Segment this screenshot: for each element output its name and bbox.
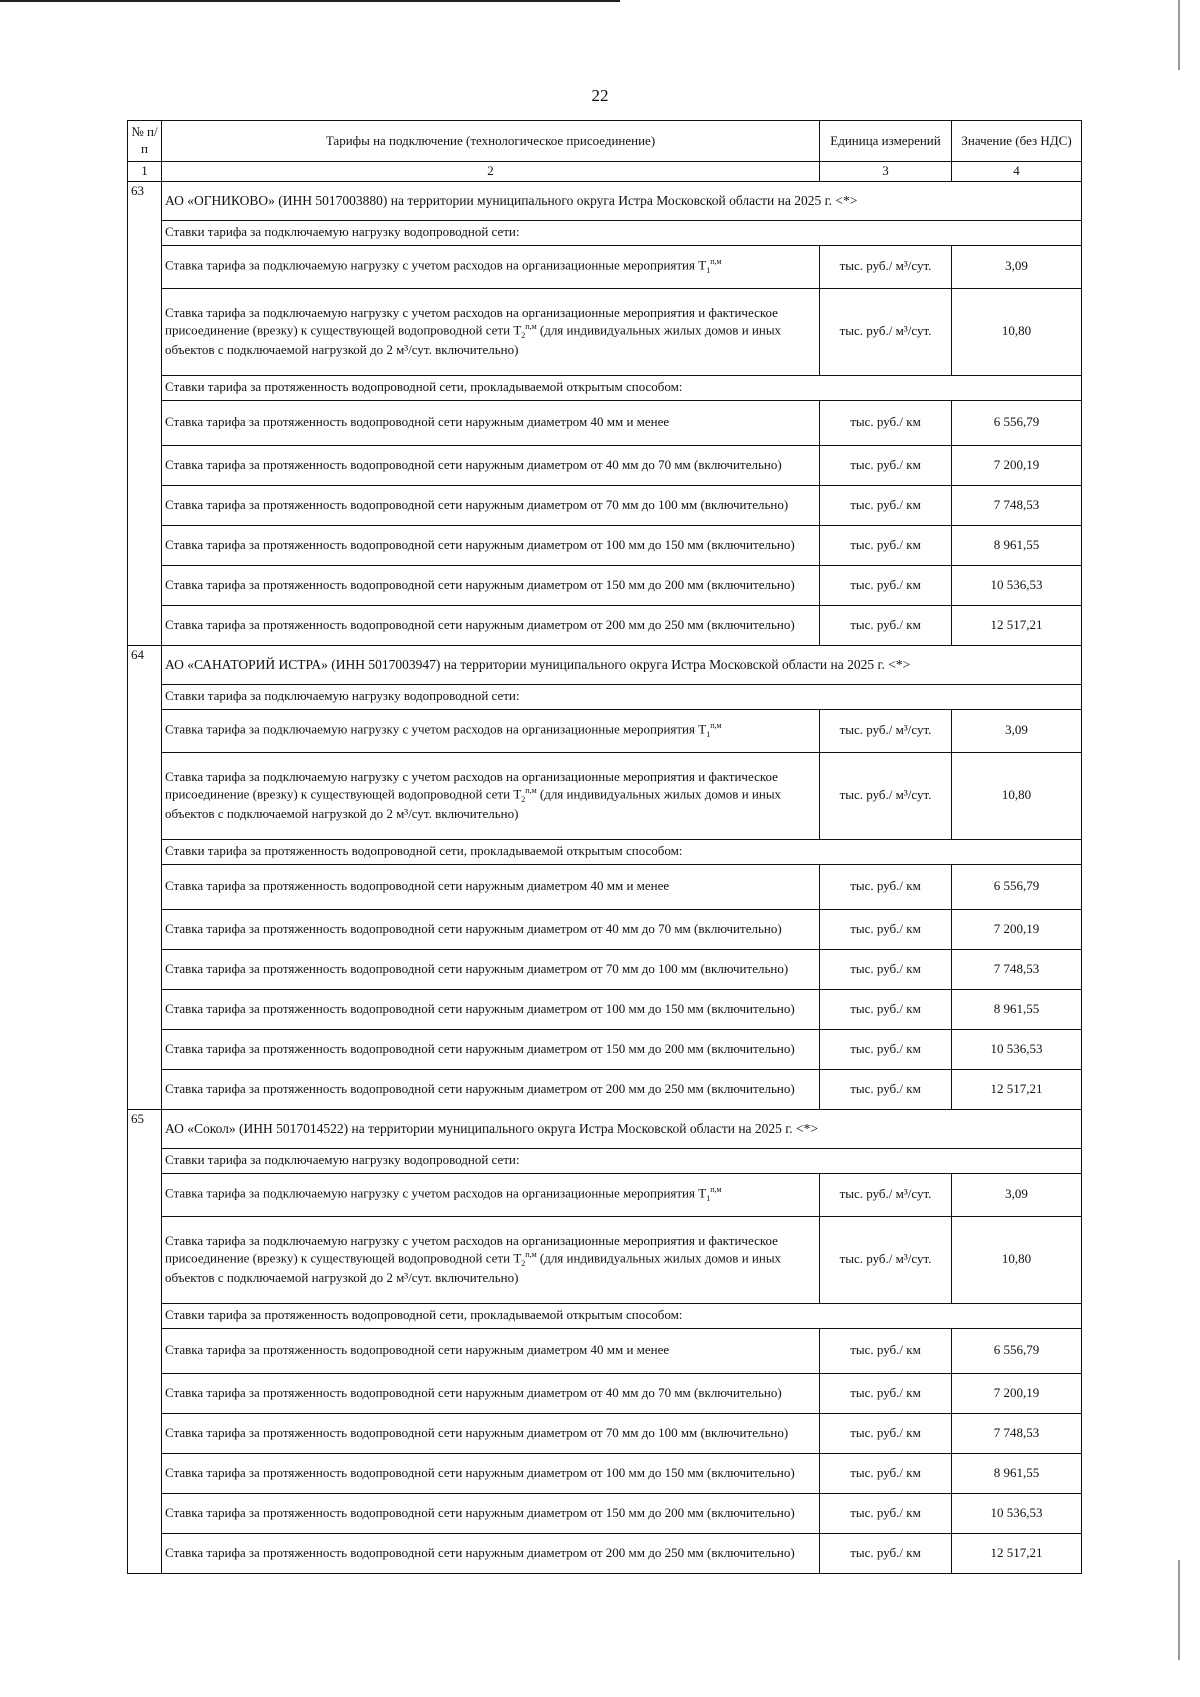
tariff-name-text: Ставка тарифа за подключаемую нагрузку с учетом расходов на организационные мероприятия и фактическое присоединение (врезку) к существующей водопроводной сети (165, 769, 778, 802)
row-number: 63 (128, 181, 162, 645)
tariff-name: Ставка тарифа за протяженность водопроводной сети наружным диаметром от 40 мм до 70 мм (включительно) (162, 1373, 820, 1413)
company-row (128, 645, 1082, 684)
tariff-row (128, 909, 1082, 949)
tariff-name-text: Ставка тарифа за подключаемую нагрузку с учетом расходов на организационные мероприятия и фактическое присоединение (врезку) к существующей водопроводной сети (165, 305, 778, 338)
tariff-name: Ставка тарифа за протяженность водопроводной сети наружным диаметром от 40 мм до 70 мм (включительно) (162, 909, 820, 949)
tariff-name-tail: (для индивидуальных жилых домов и иных объектов с подключаемой нагрузкой до 2 м³/сут. включительно) (165, 786, 782, 821)
tariff-value: 12 517,21 (952, 1533, 1082, 1573)
tariff-unit: тыс. руб./ км (820, 605, 952, 645)
section-row (128, 684, 1082, 709)
tariff-value: 7 748,53 (952, 949, 1082, 989)
section-heading: Ставки тарифа за протяженность водопроводной сети, прокладываемой открытым способом: (162, 1303, 1082, 1328)
tariff-value: 10 536,53 (952, 565, 1082, 605)
tariff-symbol: T (513, 1250, 522, 1266)
tariff-name: Ставка тарифа за протяженность водопроводной сети наружным диаметром от 200 мм до 250 мм (включительно) (162, 605, 820, 645)
section-heading: Ставки тарифа за подключаемую нагрузку водопроводной сети: (162, 684, 1082, 709)
tariff-unit: тыс. руб./ км (820, 989, 952, 1029)
section-heading: Ставки тарифа за протяженность водопроводной сети, прокладываемой открытым способом: (162, 375, 1082, 400)
tariff-row (128, 1533, 1082, 1573)
tariff-name (162, 1173, 820, 1216)
tariff-symbol-subscript: 2 (521, 331, 526, 341)
tariff-value: 10,80 (952, 752, 1082, 839)
tariff-name: Ставка тарифа за протяженность водопроводной сети наружным диаметром от 150 мм до 200 мм (включительно) (162, 1493, 820, 1533)
tariff-name: Ставка тарифа за протяженность водопроводной сети наружным диаметром от 150 мм до 200 мм (включительно) (162, 565, 820, 605)
tariff-name (162, 752, 820, 839)
company-row (128, 1109, 1082, 1148)
column-index-cell: 3 (820, 162, 952, 182)
header-col-value: Значение (без НДС) (952, 121, 1082, 162)
tariff-symbol-superscript: п,м (525, 786, 537, 796)
company-title: АО «САНАТОРИЙ ИСТРА» (ИНН 5017003947) на территории муниципального округа Истра Московской области на 2025 г. <*> (162, 645, 1082, 684)
scan-edge-mark (1178, 0, 1180, 70)
tariff-value: 3,09 (952, 1173, 1082, 1216)
section-heading: Ставки тарифа за подключаемую нагрузку водопроводной сети: (162, 220, 1082, 245)
tariff-row (128, 1453, 1082, 1493)
tariff-name (162, 1216, 820, 1303)
tariff-row (128, 1029, 1082, 1069)
tariff-value: 12 517,21 (952, 605, 1082, 645)
tariff-row (128, 1216, 1082, 1303)
tariff-unit: тыс. руб./ км (820, 864, 952, 909)
header-col-number: № п/п (128, 121, 162, 162)
tariff-symbol-superscript: п,м (525, 322, 537, 332)
tariff-name: Ставка тарифа за протяженность водопроводной сети наружным диаметром от 200 мм до 250 мм (включительно) (162, 1069, 820, 1109)
tariff-unit: тыс. руб./ км (820, 1413, 952, 1453)
scan-edge-mark (1178, 1560, 1180, 1660)
tariff-name (162, 709, 820, 752)
tariff-row (128, 525, 1082, 565)
tariff-value: 8 961,55 (952, 989, 1082, 1029)
tariff-row (128, 1069, 1082, 1109)
tariff-unit: тыс. руб./ км (820, 565, 952, 605)
tariff-value: 6 556,79 (952, 400, 1082, 445)
tariff-name (162, 288, 820, 375)
tariff-unit: тыс. руб./ м³/сут. (820, 245, 952, 288)
tariff-symbol: T (698, 721, 707, 737)
tariff-unit: тыс. руб./ км (820, 1328, 952, 1373)
tariff-symbol: T (513, 786, 522, 802)
tariff-row (128, 1493, 1082, 1533)
tariff-table (127, 120, 1082, 1574)
tariff-name: Ставка тарифа за протяженность водопроводной сети наружным диаметром от 150 мм до 200 мм (включительно) (162, 1029, 820, 1069)
tariff-name: Ставка тарифа за протяженность водопроводной сети наружным диаметром от 200 мм до 250 мм (включительно) (162, 1533, 820, 1573)
tariff-value: 10 536,53 (952, 1029, 1082, 1069)
tariff-symbol-subscript: 2 (521, 795, 526, 805)
tariff-unit: тыс. руб./ км (820, 1493, 952, 1533)
tariff-row (128, 605, 1082, 645)
tariff-unit: тыс. руб./ км (820, 909, 952, 949)
tariff-name-text: Ставка тарифа за подключаемую нагрузку с учетом расходов на организационные мероприятия (165, 721, 695, 737)
section-row (128, 839, 1082, 864)
tariff-symbol-subscript: 1 (706, 730, 711, 740)
tariff-value: 7 748,53 (952, 485, 1082, 525)
section-row (128, 220, 1082, 245)
tariff-unit: тыс. руб./ км (820, 1069, 952, 1109)
tariff-name: Ставка тарифа за протяженность водопроводной сети наружным диаметром от 100 мм до 150 мм (включительно) (162, 525, 820, 565)
tariff-name-text: Ставка тарифа за подключаемую нагрузку с учетом расходов на организационные мероприятия (165, 257, 695, 273)
section-heading: Ставки тарифа за подключаемую нагрузку водопроводной сети: (162, 1148, 1082, 1173)
tariff-row (128, 864, 1082, 909)
tariff-value: 12 517,21 (952, 1069, 1082, 1109)
tariff-unit: тыс. руб./ км (820, 485, 952, 525)
tariff-row (128, 445, 1082, 485)
tariff-name: Ставка тарифа за протяженность водопроводной сети наружным диаметром 40 мм и менее (162, 400, 820, 445)
header-col-unit: Единица измерений (820, 121, 952, 162)
tariff-value: 6 556,79 (952, 864, 1082, 909)
column-index-cell: 1 (128, 162, 162, 182)
tariff-row (128, 400, 1082, 445)
tariff-symbol: T (513, 322, 522, 338)
tariff-value: 10,80 (952, 1216, 1082, 1303)
table-header-row (128, 121, 1082, 162)
tariff-row (128, 1413, 1082, 1453)
tariff-unit: тыс. руб./ км (820, 400, 952, 445)
tariff-unit: тыс. руб./ м³/сут. (820, 288, 952, 375)
tariff-name: Ставка тарифа за протяженность водопроводной сети наружным диаметром от 70 мм до 100 мм (включительно) (162, 1413, 820, 1453)
tariff-value: 6 556,79 (952, 1328, 1082, 1373)
company-title: АО «ОГНИКОВО» (ИНН 5017003880) на территории муниципального округа Истра Московской области на 2025 г. <*> (162, 181, 1082, 220)
tariff-value: 7 200,19 (952, 1373, 1082, 1413)
tariff-row (128, 245, 1082, 288)
section-heading: Ставки тарифа за протяженность водопроводной сети, прокладываемой открытым способом: (162, 839, 1082, 864)
company-row (128, 181, 1082, 220)
section-row (128, 375, 1082, 400)
tariff-row (128, 288, 1082, 375)
header-col-name: Тарифы на подключение (технологическое присоединение) (162, 121, 820, 162)
tariff-name-text: Ставка тарифа за подключаемую нагрузку с учетом расходов на организационные мероприятия и фактическое присоединение (врезку) к существующей водопроводной сети (165, 1233, 778, 1266)
tariff-symbol-superscript: п,м (710, 721, 722, 731)
tariff-symbol-subscript: 1 (706, 266, 711, 276)
company-title: АО «Сокол» (ИНН 5017014522) на территории муниципального округа Истра Московской области на 2025 г. <*> (162, 1109, 1082, 1148)
tariff-unit: тыс. руб./ м³/сут. (820, 709, 952, 752)
tariff-unit: тыс. руб./ км (820, 1029, 952, 1069)
tariff-name: Ставка тарифа за протяженность водопроводной сети наружным диаметром 40 мм и менее (162, 1328, 820, 1373)
tariff-value: 7 748,53 (952, 1413, 1082, 1453)
row-number: 65 (128, 1109, 162, 1573)
scan-top-border (0, 0, 620, 2)
tariff-unit: тыс. руб./ км (820, 1533, 952, 1573)
tariff-row (128, 1173, 1082, 1216)
tariff-value: 3,09 (952, 709, 1082, 752)
column-index-cell: 4 (952, 162, 1082, 182)
tariff-row (128, 989, 1082, 1029)
tariff-name-text: Ставка тарифа за подключаемую нагрузку с учетом расходов на организационные мероприятия (165, 1185, 695, 1201)
tariff-name: Ставка тарифа за протяженность водопроводной сети наружным диаметром от 100 мм до 150 мм (включительно) (162, 989, 820, 1029)
tariff-name: Ставка тарифа за протяженность водопроводной сети наружным диаметром от 70 мм до 100 мм (включительно) (162, 949, 820, 989)
tariff-symbol-subscript: 2 (521, 1259, 526, 1269)
tariff-symbol: T (698, 257, 707, 273)
tariff-unit: тыс. руб./ км (820, 1453, 952, 1493)
tariff-unit: тыс. руб./ м³/сут. (820, 752, 952, 839)
tariff-value: 8 961,55 (952, 1453, 1082, 1493)
page-number: 22 (591, 86, 609, 105)
tariff-row (128, 1373, 1082, 1413)
tariff-name (162, 245, 820, 288)
tariff-name: Ставка тарифа за протяженность водопроводной сети наружным диаметром от 100 мм до 150 мм (включительно) (162, 1453, 820, 1493)
tariff-name: Ставка тарифа за протяженность водопроводной сети наружным диаметром 40 мм и менее (162, 864, 820, 909)
tariff-row (128, 949, 1082, 989)
tariff-symbol-subscript: 1 (706, 1194, 711, 1204)
tariff-value: 7 200,19 (952, 909, 1082, 949)
tariff-name-tail: (для индивидуальных жилых домов и иных объектов с подключаемой нагрузкой до 2 м³/сут. включительно) (165, 1250, 782, 1285)
tariff-unit: тыс. руб./ км (820, 445, 952, 485)
tariff-unit: тыс. руб./ км (820, 525, 952, 565)
tariff-unit: тыс. руб./ км (820, 1373, 952, 1413)
tariff-table-body (128, 121, 1082, 1574)
tariff-row (128, 565, 1082, 605)
tariff-unit: тыс. руб./ км (820, 949, 952, 989)
tariff-name-tail: (для индивидуальных жилых домов и иных объектов с подключаемой нагрузкой до 2 м³/сут. включительно) (165, 322, 782, 357)
tariff-symbol-superscript: п,м (710, 1185, 722, 1195)
section-row (128, 1303, 1082, 1328)
tariff-row (128, 485, 1082, 525)
tariff-unit: тыс. руб./ м³/сут. (820, 1216, 952, 1303)
column-index-row (128, 162, 1082, 182)
tariff-value: 10 536,53 (952, 1493, 1082, 1533)
tariff-value: 3,09 (952, 245, 1082, 288)
tariff-row (128, 709, 1082, 752)
tariff-name: Ставка тарифа за протяженность водопроводной сети наружным диаметром от 40 мм до 70 мм (включительно) (162, 445, 820, 485)
tariff-value: 7 200,19 (952, 445, 1082, 485)
tariff-symbol: T (698, 1185, 707, 1201)
tariff-unit: тыс. руб./ м³/сут. (820, 1173, 952, 1216)
section-row (128, 1148, 1082, 1173)
tariff-row (128, 1328, 1082, 1373)
row-number: 64 (128, 645, 162, 1109)
tariff-row (128, 752, 1082, 839)
tariff-value: 8 961,55 (952, 525, 1082, 565)
tariff-symbol-superscript: п,м (710, 257, 722, 267)
tariff-name: Ставка тарифа за протяженность водопроводной сети наружным диаметром от 70 мм до 100 мм (включительно) (162, 485, 820, 525)
tariff-symbol-superscript: п,м (525, 1250, 537, 1260)
column-index-cell: 2 (162, 162, 820, 182)
tariff-value: 10,80 (952, 288, 1082, 375)
